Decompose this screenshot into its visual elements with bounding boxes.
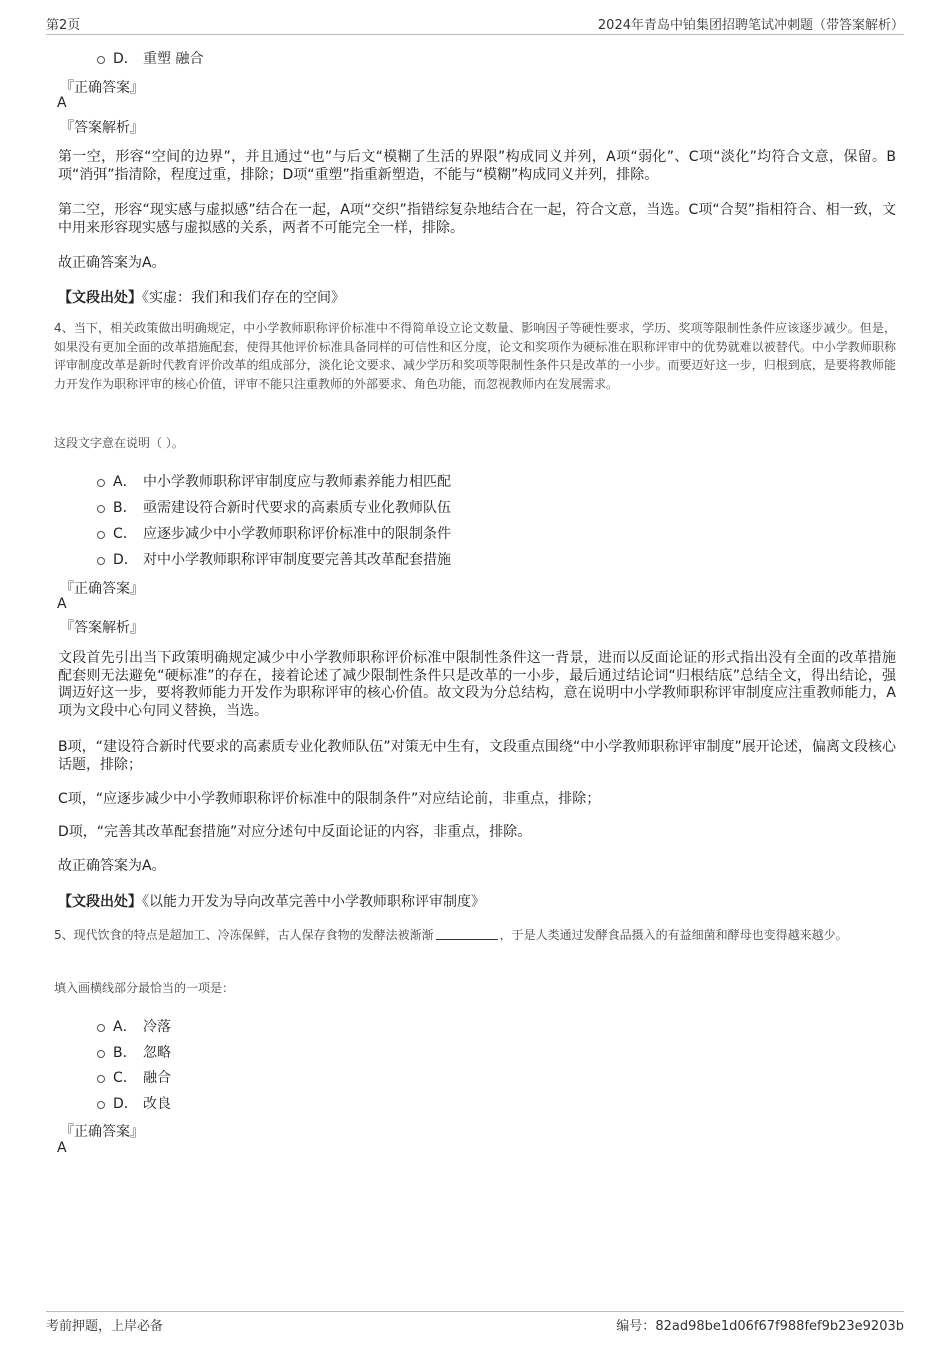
- q4-analysis-p2: B项，“建设符合新时代要求的高素质专业化教师队伍”对策无中生有，文段重点围绕“中小学教师职称评审制度”展开论述，偏离文段核心话题，排除；: [58, 739, 896, 773]
- q4-option-a[interactable]: A． 中小学教师职称评审制度应与教师素养能力相匹配: [97, 471, 451, 491]
- fill-blank: [436, 927, 498, 940]
- page-number: 第2页: [46, 18, 81, 33]
- q3-analysis-p1: 第一空，形容“空间的边界”，并且通过“也”与后文“模糊了生活的界限”构成同义并列，A项“弱化”、C项“淡化”均符合文意，保留。B项“消弭”指清除，程度过重，排除；D项“重塑”指重新塑造，不能与“模糊”构成同义并列，排除。: [58, 149, 896, 183]
- radio-icon[interactable]: [97, 1101, 105, 1109]
- q5-prompt: 填入画横线部分最恰当的一项是：: [54, 981, 235, 995]
- page-footer: [46, 1311, 904, 1334]
- document-code: 编号：82ad98be1d06f67f988fef9b23e9203b: [616, 1319, 904, 1334]
- q3-option-d[interactable]: D． 重塑 融合: [97, 48, 203, 68]
- q3-conclusion: 故正确答案为A。: [58, 255, 166, 271]
- q3-source: [58, 287, 345, 307]
- radio-icon[interactable]: [97, 557, 105, 565]
- q3-analysis-p2: 第二空，形容“现实感与虚拟感”结合在一起，A项“交织”指错综复杂地结合在一起，符合文意，当选。C项“合契”指相符合、相一致，文中用来形容现实感与虚拟感的关系，两者不可能完全一样，排除。: [58, 202, 896, 236]
- q4-answer: A: [57, 596, 67, 612]
- q5-option-d[interactable]: D． 改良: [97, 1093, 171, 1113]
- q4-option-b[interactable]: B． 亟需建设符合新时代要求的高素质专业化教师队伍: [97, 497, 451, 517]
- q4-analysis-label: 『答案解析』: [60, 620, 144, 636]
- q4-stem: 4、当下，相关政策做出明确规定，中小学教师职称评价标准中不得简单设立论文数量、影响因子等硬性要求，学历、奖项等限制性条件应该逐步减少。但是，如果没有更加全面的改革措施配套，使得其他评价标准具备同样的可信性和区分度，论文和奖项作为硬标准在职称评审中的优势就难以被替代。中小学教师职称评审制度改革是新时代教育评价改革的组成部分，淡化论文要求、减少学历和奖项等限制性条件只是改革的一小步。而要迈好这一步，归根到底，是要将教师能力开发作为职称评审的核心价值，评审不能只注重教师的外部要求、角色功能，而忽视教师内在发展需求。: [54, 321, 896, 391]
- q4-analysis-p4: D项，“完善其改革配套措施”对应分述句中反面论证的内容，非重点，排除。: [58, 824, 532, 840]
- q4-analysis-p3: C项，“应逐步减少中小学教师职称评价标准中的限制条件”对应结论前，非重点，排除；: [58, 791, 601, 807]
- radio-icon[interactable]: [97, 505, 105, 513]
- q5-option-a[interactable]: A． 冷落: [97, 1016, 171, 1036]
- source-label: 【文段出处】: [58, 894, 142, 910]
- q5-option-b[interactable]: B． 忽略: [97, 1042, 171, 1062]
- source-label: 【文段出处】: [58, 290, 142, 306]
- radio-icon[interactable]: [97, 1024, 105, 1032]
- radio-icon[interactable]: [97, 1075, 105, 1083]
- q4-conclusion: 故正确答案为A。: [58, 858, 166, 874]
- radio-icon[interactable]: [97, 1050, 105, 1058]
- q5-option-c[interactable]: C． 融合: [97, 1067, 171, 1087]
- q5-stem: 5、现代饮食的特点是超加工、冷冻保鲜，古人保存食物的发酵法被渐渐 ，于是人类通过发酵食品摄入的有益细菌和酵母也变得越来越少。: [54, 928, 848, 942]
- q4-source: [58, 891, 485, 911]
- page-header: [46, 14, 904, 35]
- source-title: 《以能力开发为导向改革完善中小学教师职称评审制度》: [142, 894, 485, 910]
- q4-prompt: 这段文字意在说明（ ）。: [54, 436, 184, 450]
- q4-option-d[interactable]: D． 对中小学教师职称评审制度要完善其改革配套措施: [97, 549, 451, 569]
- q5-answer-label: 『正确答案』: [60, 1124, 144, 1140]
- document-title: 2024年青岛中铂集团招聘笔试冲刺题（带答案解析）: [597, 18, 904, 33]
- source-title: 《实虚：我们和我们存在的空间》: [142, 290, 345, 306]
- q3-answer-label: 『正确答案』: [60, 80, 144, 96]
- footer-slogan: 考前押题，上岸必备: [46, 1319, 164, 1334]
- q4-answer-label: 『正确答案』: [60, 581, 144, 597]
- q5-answer: A: [57, 1140, 67, 1156]
- q4-option-c[interactable]: C． 应逐步减少中小学教师职称评价标准中的限制条件: [97, 523, 451, 543]
- radio-icon[interactable]: [97, 479, 105, 487]
- radio-icon[interactable]: [97, 56, 105, 64]
- q3-analysis-label: 『答案解析』: [60, 120, 144, 136]
- radio-icon[interactable]: [97, 531, 105, 539]
- q3-answer: A: [57, 95, 67, 111]
- q4-analysis-p1: 文段首先引出当下政策明确规定减少中小学教师职称评价标准中限制性条件这一背景，进而以反面论证的形式指出没有全面的改革措施配套则无法避免“硬标准”的存在，接着论述了减少限制性条件只是改革的一小步，最后通过结论词“归根结底”总结全文，得出结论，强调迈好这一步，要将教师能力开发作为职称评审的核心价值。故文段为分总结构，意在说明中小学教师职称评审制度应注重教师能力，A项为文段中心句同义替换，当选。: [58, 650, 896, 719]
